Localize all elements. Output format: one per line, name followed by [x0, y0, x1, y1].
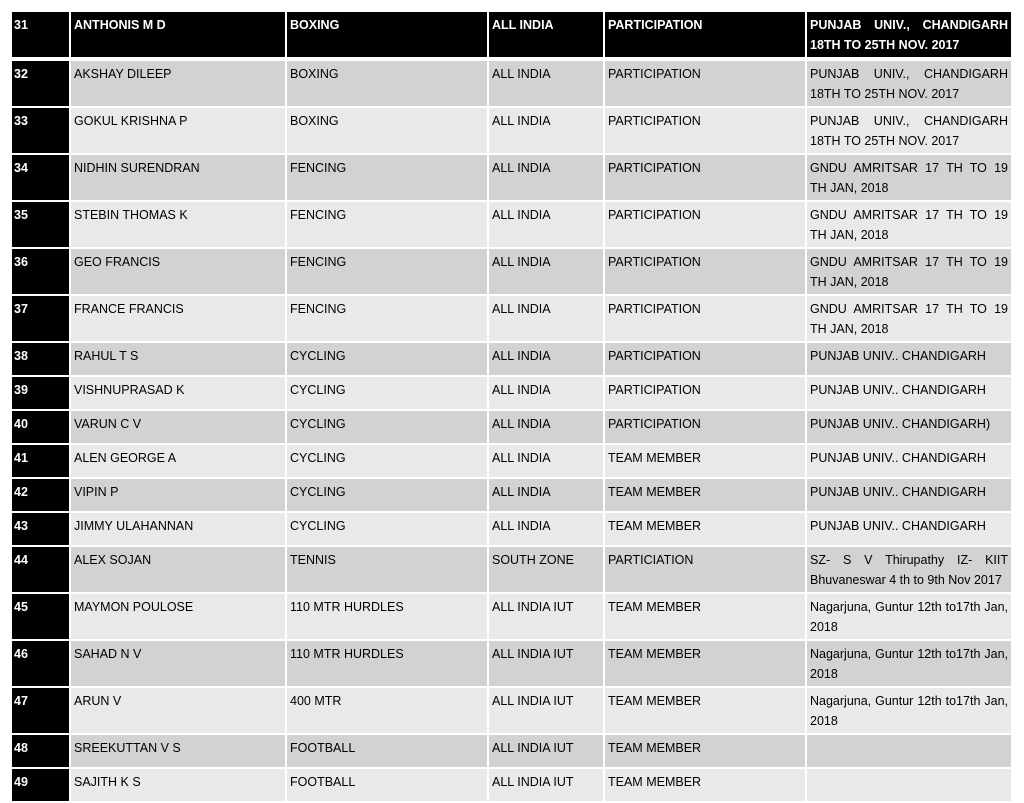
- event-name-cell: CYCLING: [286, 478, 488, 512]
- row-number-cell: 31: [12, 12, 70, 59]
- event-name-cell: CYCLING: [286, 410, 488, 444]
- competition-level-cell: ALL INDIA: [488, 107, 604, 154]
- participant-name-cell: JIMMY ULAHANNAN: [70, 512, 286, 546]
- row-number-cell: 43: [12, 512, 70, 546]
- table-row: [12, 59, 1012, 107]
- table-row: [12, 734, 1012, 768]
- row-number-cell: 46: [12, 640, 70, 687]
- table-row: [12, 546, 1012, 593]
- participation-status-cell: PARTICIPATION: [604, 12, 806, 59]
- row-number-cell: 49: [12, 768, 70, 802]
- participant-name-cell: MAYMON POULOSE: [70, 593, 286, 640]
- event-name-cell: CYCLING: [286, 444, 488, 478]
- participation-status-cell: TEAM MEMBER: [604, 478, 806, 512]
- row-number-cell: 36: [12, 248, 70, 295]
- venue-and-dates-cell: GNDU AMRITSAR 17 TH TO 19 TH JAN, 2018: [806, 295, 1012, 342]
- participation-status-cell: TEAM MEMBER: [604, 768, 806, 802]
- table-row: [12, 201, 1012, 248]
- competition-level-cell: ALL INDIA: [488, 201, 604, 248]
- row-number-cell: 38: [12, 342, 70, 376]
- venue-and-dates-cell: PUNJAB UNIV.. CHANDIGARH: [806, 512, 1012, 546]
- table-row: [12, 478, 1012, 512]
- venue-and-dates-cell: GNDU AMRITSAR 17 TH TO 19 TH JAN, 2018: [806, 248, 1012, 295]
- participation-status-cell: TEAM MEMBER: [604, 593, 806, 640]
- competition-level-cell: SOUTH ZONE: [488, 546, 604, 593]
- participation-status-cell: PARTICIPATION: [604, 154, 806, 201]
- participant-name-cell: ARUN V: [70, 687, 286, 734]
- participant-name-cell: GEO FRANCIS: [70, 248, 286, 295]
- results-table: [12, 12, 1013, 803]
- venue-and-dates-cell: PUNJAB UNIV.. CHANDIGARH: [806, 478, 1012, 512]
- competition-level-cell: ALL INDIA: [488, 12, 604, 59]
- venue-and-dates-cell: PUNJAB UNIV.. CHANDIGARH: [806, 342, 1012, 376]
- row-number-cell: 37: [12, 295, 70, 342]
- event-name-cell: TENNIS: [286, 546, 488, 593]
- participant-name-cell: FRANCE FRANCIS: [70, 295, 286, 342]
- event-name-cell: BOXING: [286, 107, 488, 154]
- competition-level-cell: ALL INDIA: [488, 444, 604, 478]
- competition-level-cell: ALL INDIA IUT: [488, 687, 604, 734]
- row-number-cell: 48: [12, 734, 70, 768]
- row-number-cell: 45: [12, 593, 70, 640]
- row-number-cell: 32: [12, 59, 70, 107]
- row-number-cell: 41: [12, 444, 70, 478]
- table-row-header: [12, 12, 1012, 59]
- competition-level-cell: ALL INDIA: [488, 295, 604, 342]
- row-number-cell: 35: [12, 201, 70, 248]
- event-name-cell: FENCING: [286, 248, 488, 295]
- venue-and-dates-cell: SZ- S V Thirupathy IZ- KIIT Bhuvaneswar 4 th to 9th Nov 2017: [806, 546, 1012, 593]
- table-row: [12, 444, 1012, 478]
- table-row: [12, 154, 1012, 201]
- participation-status-cell: TEAM MEMBER: [604, 687, 806, 734]
- row-number-cell: 33: [12, 107, 70, 154]
- row-number-cell: 47: [12, 687, 70, 734]
- venue-and-dates-cell: [806, 768, 1012, 802]
- competition-level-cell: ALL INDIA: [488, 410, 604, 444]
- participation-status-cell: PARTICIPATION: [604, 201, 806, 248]
- participation-status-cell: PARTICIPATION: [604, 376, 806, 410]
- participant-name-cell: SAJITH K S: [70, 768, 286, 802]
- row-number-cell: 34: [12, 154, 70, 201]
- venue-and-dates-cell: Nagarjuna, Guntur 12th to17th Jan, 2018: [806, 640, 1012, 687]
- participant-name-cell: STEBIN THOMAS K: [70, 201, 286, 248]
- participant-name-cell: GOKUL KRISHNA P: [70, 107, 286, 154]
- participant-name-cell: VISHNUPRASAD K: [70, 376, 286, 410]
- participant-name-cell: VARUN C V: [70, 410, 286, 444]
- venue-and-dates-cell: GNDU AMRITSAR 17 TH TO 19 TH JAN, 2018: [806, 201, 1012, 248]
- event-name-cell: FENCING: [286, 154, 488, 201]
- event-name-cell: FENCING: [286, 201, 488, 248]
- participant-name-cell: SAHAD N V: [70, 640, 286, 687]
- event-name-cell: FOOTBALL: [286, 734, 488, 768]
- venue-and-dates-cell: PUNJAB UNIV.. CHANDIGARH: [806, 376, 1012, 410]
- table-row: [12, 342, 1012, 376]
- row-number-cell: 39: [12, 376, 70, 410]
- venue-and-dates-cell: Nagarjuna, Guntur 12th to17th Jan, 2018: [806, 687, 1012, 734]
- competition-level-cell: ALL INDIA: [488, 59, 604, 107]
- event-name-cell: CYCLING: [286, 512, 488, 546]
- venue-and-dates-cell: Nagarjuna, Guntur 12th to17th Jan, 2018: [806, 593, 1012, 640]
- participation-status-cell: PARTICIPATION: [604, 248, 806, 295]
- event-name-cell: CYCLING: [286, 342, 488, 376]
- venue-and-dates-cell: GNDU AMRITSAR 17 TH TO 19 TH JAN, 2018: [806, 154, 1012, 201]
- table-row: [12, 376, 1012, 410]
- competition-level-cell: ALL INDIA: [488, 248, 604, 295]
- participant-name-cell: NIDHIN SURENDRAN: [70, 154, 286, 201]
- table-row: [12, 593, 1012, 640]
- event-name-cell: 400 MTR: [286, 687, 488, 734]
- row-number-cell: 42: [12, 478, 70, 512]
- table-body: [12, 12, 1012, 802]
- participation-status-cell: TEAM MEMBER: [604, 512, 806, 546]
- table-row: [12, 410, 1012, 444]
- event-name-cell: BOXING: [286, 59, 488, 107]
- table-row: [12, 107, 1012, 154]
- competition-level-cell: ALL INDIA IUT: [488, 593, 604, 640]
- competition-level-cell: ALL INDIA: [488, 478, 604, 512]
- event-name-cell: CYCLING: [286, 376, 488, 410]
- row-number-cell: 44: [12, 546, 70, 593]
- venue-and-dates-cell: PUNJAB UNIV.. CHANDIGARH: [806, 444, 1012, 478]
- participant-name-cell: ALEX SOJAN: [70, 546, 286, 593]
- participation-status-cell: PARTICIPATION: [604, 342, 806, 376]
- venue-and-dates-cell: [806, 734, 1012, 768]
- table-row: [12, 295, 1012, 342]
- participation-status-cell: PARTICIPATION: [604, 107, 806, 154]
- table-row: [12, 248, 1012, 295]
- participation-status-cell: PARTICIATION: [604, 546, 806, 593]
- participation-status-cell: TEAM MEMBER: [604, 444, 806, 478]
- participation-status-cell: TEAM MEMBER: [604, 734, 806, 768]
- row-number-cell: 40: [12, 410, 70, 444]
- competition-level-cell: ALL INDIA: [488, 512, 604, 546]
- venue-and-dates-cell: PUNJAB UNIV., CHANDIGARH 18TH TO 25TH NOV. 2017: [806, 107, 1012, 154]
- participant-name-cell: RAHUL T S: [70, 342, 286, 376]
- table-row: [12, 687, 1012, 734]
- participant-name-cell: ANTHONIS M D: [70, 12, 286, 59]
- participant-name-cell: ALEN GEORGE A: [70, 444, 286, 478]
- event-name-cell: 110 MTR HURDLES: [286, 593, 488, 640]
- event-name-cell: 110 MTR HURDLES: [286, 640, 488, 687]
- event-name-cell: BOXING: [286, 12, 488, 59]
- competition-level-cell: ALL INDIA IUT: [488, 768, 604, 802]
- table-row: [12, 512, 1012, 546]
- participant-name-cell: VIPIN P: [70, 478, 286, 512]
- table-row: [12, 768, 1012, 802]
- competition-level-cell: ALL INDIA: [488, 376, 604, 410]
- venue-and-dates-cell: PUNJAB UNIV.. CHANDIGARH): [806, 410, 1012, 444]
- venue-and-dates-cell: PUNJAB UNIV., CHANDIGARH 18TH TO 25TH NOV. 2017: [806, 59, 1012, 107]
- participation-status-cell: PARTICIPATION: [604, 410, 806, 444]
- event-name-cell: FENCING: [286, 295, 488, 342]
- venue-and-dates-cell: PUNJAB UNIV., CHANDIGARH 18TH TO 25TH NOV. 2017: [806, 12, 1012, 59]
- competition-level-cell: ALL INDIA: [488, 154, 604, 201]
- competition-level-cell: ALL INDIA: [488, 342, 604, 376]
- competition-level-cell: ALL INDIA IUT: [488, 640, 604, 687]
- participant-name-cell: AKSHAY DILEEP: [70, 59, 286, 107]
- participation-status-cell: TEAM MEMBER: [604, 640, 806, 687]
- participation-status-cell: PARTICIPATION: [604, 59, 806, 107]
- participant-name-cell: SREEKUTTAN V S: [70, 734, 286, 768]
- table-row: [12, 640, 1012, 687]
- event-name-cell: FOOTBALL: [286, 768, 488, 802]
- competition-level-cell: ALL INDIA IUT: [488, 734, 604, 768]
- participation-status-cell: PARTICIPATION: [604, 295, 806, 342]
